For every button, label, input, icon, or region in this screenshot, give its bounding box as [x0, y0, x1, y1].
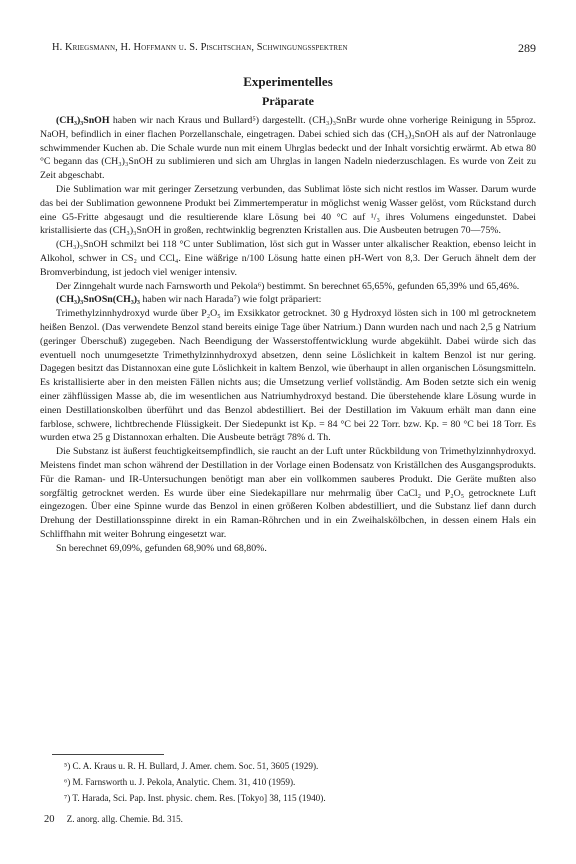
- body-text: [40, 114, 536, 556]
- journal-signature: Z. anorg. allg. Chemie. Bd. 315.: [66, 814, 183, 824]
- paragraph-properties: (CH₃)₃SnOH schmilzt bei 118 °C unter Sublimation, löst sich gut in Wasser unter alkalischer Reaktion, ebenso leicht in Alkohol, schwer in CS₂ und CCl₄. Eine wäßrige n/100 Lösung hatte einen pH-Wert von 8,3. Der Geruch ähnelt dem der Bromverbindung, ist jedoch viel weniger intensiv.: [40, 239, 536, 278]
- running-head-authors: H. Kriegsmann, H. Hoffmann u. S. Pischtschan, Schwingungsspektren: [52, 42, 348, 53]
- section-title: Experimentelles: [243, 74, 333, 89]
- paragraph-procedure: Trimethylzinnhydroxyd wurde über P₂O₅ im Exsikkator getrocknet. 30 g Hydroxyd lösten sich in 100 ml getrocknetem heißen Benzol. (Das verwendete Benzol stand bereits einige Tage über Natrium.) Dann wurden nach und nach 2,5 g Natrium (geringer Überschuß) zugegeben. Nach Beendigung der Wasserstoffentwicklung wurde abgekühlt. Dabei würde sich das eventuell noch unumgesetzte Trimethylzinnhydroxyd absetzen, denn seine Löslichkeit in kaltem Benzol ist nur gering. Dagegen besitzt das Distannoxan eine gute Löslichkeit in kaltem Benzol, wie überhaupt in allen organischen Lösungsmitteln. Es kristallisierte aber in den meisten Fällen nichts aus; die Umsetzung verlief vollständig. Am Boden setzte sich ein wenig einer zähflüssigen Masse ab, die im wesentlichen aus Natriumhydroxyd bestand. Die überstehende klare Lösung wurde in einen Destillationskolben überführt und das Benzol abdestilliert. Bei der Destillation im Vakuum erhält man dann eine farblose, schwere, lichtbrechende Flüssigkeit. Der Siedepunkt ist Kp. = 84 °C bei 22 Torr. bzw. Kp. = 80 °C bei 18 Torr. Es wurden etwa 25 g Distannoxan erhalten. Die Ausbeute beträgt 78% d. Th.: [40, 308, 536, 444]
- paragraph-handling: Die Substanz ist äußerst feuchtigkeitsempfindlich, sie raucht an der Luft unter Rückbildung von Trimethylzinnhydroxyd. Meistens findet man schon während der Destillation in der Vorlage einen Bodensatz von Kriställchen des Ausgangsprodukts. Für die Raman- und IR-Untersuchungen benötigt man aber ein vollkommen sauberes Produkt. Die Geräte mußten also sorgfältig getrocknet werden. Es wurde über eine Siedekapillare nur mehrmalig über CaCl₂ und P₂O₅ getrocknete Luft eingezogen. Über eine Spinne wurde das Benzol in einen größeren Kolben abdestilliert, und die Substanz lief dann durch Drehung der Destillationsspinne direkt in ein Raman-Röhrchen und in ein Zweihalskölbchen, in dessen einem Hals ein Schliffhahn mit weiter Bohrung eingesetzt war.: [40, 446, 536, 540]
- sheet-number: 20: [44, 814, 55, 825]
- footnote-divider: [52, 754, 164, 755]
- paragraph-sublimation: Die Sublimation war mit geringer Zersetzung verbunden, das Sublimat löste sich nicht restlos im Wasser. Darum wurde das bei der Sublimation gewonnene Produkt bei Zimmertemperatur in möglichst wenig Wasser gelöst, vom Rückstand durch eine G5-Fritte abgesaugt und die resultierende klare Lösung bei 40 °C auf ¹/₃ ihres Volumens eingedunstet. Dabei kristallisierte das (CH₃)₃SnOH in großen, rechtwinklig begrenzten Kristallen aus. Die Ausbeuten betrugen 70—75%.: [40, 183, 536, 237]
- formula-distannoxane: (CH₃)₃SnOSn(CH₃)₃: [56, 294, 141, 306]
- footnote-6: ⁶) M. Farnsworth u. J. Pekola, Analytic. Chem. 31, 410 (1959).: [64, 777, 296, 787]
- footnote-7: ⁷) T. Harada, Sci. Pap. Inst. physic. chem. Res. [Tokyo] 38, 115 (1940).: [64, 793, 326, 803]
- subsection-title: Präparate: [262, 94, 314, 108]
- paragraph-tin-content: Der Zinngehalt wurde nach Farnsworth und Pekola⁶) bestimmt. Sn berechnet 65,65%, gefunden 65,39% und 65,46%.: [56, 280, 520, 292]
- paragraph-text: haben wir nach Harada⁷) wie folgt präpariert:: [142, 294, 322, 306]
- paragraph-distannoxane: [40, 293, 536, 307]
- paragraph-analysis: Sn berechnet 69,09%, gefunden 68,90% und 68,80%.: [56, 542, 267, 554]
- paragraph-trimethyltin-hydroxide: [40, 114, 536, 183]
- footnote-5: ⁵) C. A. Kraus u. R. H. Bullard, J. Amer. chem. Soc. 51, 3605 (1929).: [64, 761, 319, 771]
- page-number: 289: [518, 41, 536, 55]
- page-footer: [44, 814, 536, 825]
- paragraph-text: haben wir nach Kraus und Bullard⁵) dargestellt. (CH₃)₃SnBr wurde ohne vorherige Reinigung in 55proz. NaOH, befindlich in einer flachen Porzellanschale, eingetragen. Dabei schied sich das (CH₃)₃SnOH als auf der Natronlauge schwimmender Kuchen ab. Die Schale wurde nun mit einem Uhrglas bedeckt und der Inhalt vorsichtig erwärmt. Ab etwa 80 °C begann das (CH₃)₃SnOH zu sublimieren und sich am Uhrglas in langen Nadeln niederzuschlagen. Es wurde von Zeit zu Zeit abgeschabt.: [40, 115, 536, 182]
- journal-page: [40, 0, 536, 864]
- formula-trimethyltin-hydroxide: (CH₃)₃SnOH: [56, 115, 110, 126]
- running-head: [52, 42, 536, 58]
